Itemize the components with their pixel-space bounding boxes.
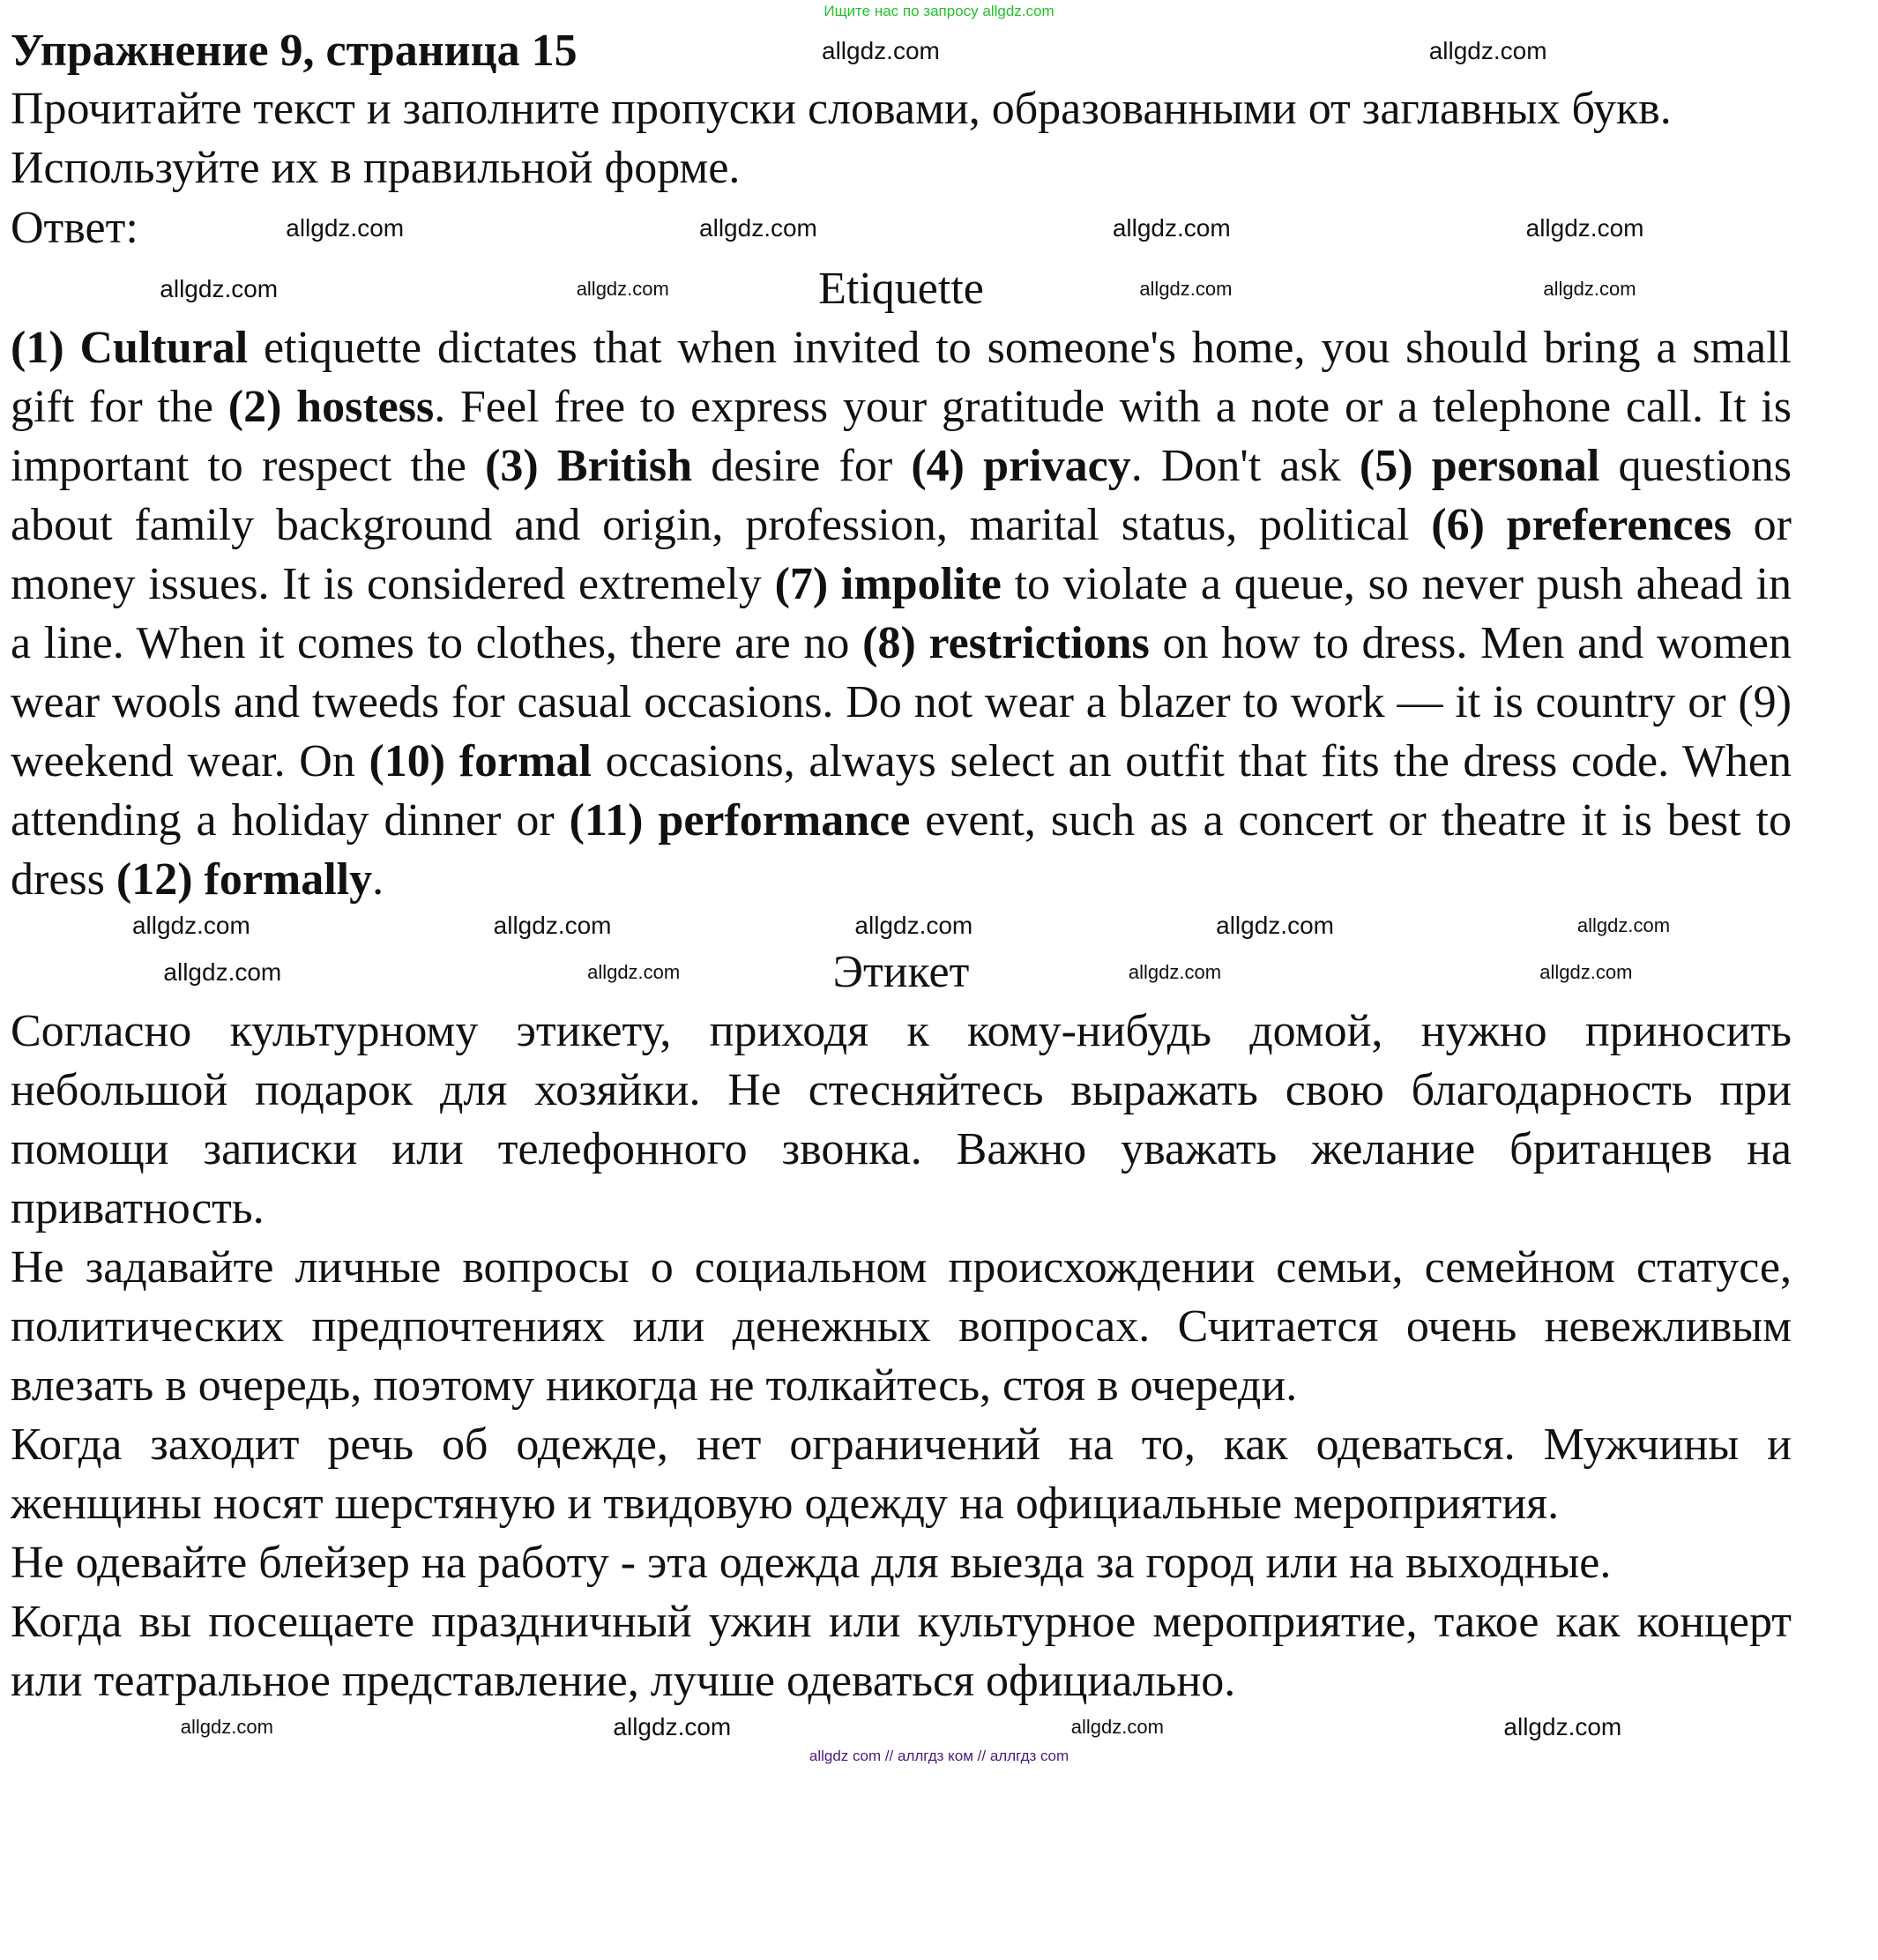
- text-segment: to violate a queue, so never push ahead in a line. When it comes to clothes, there are no: [11, 559, 1792, 668]
- watermark-group: [969, 958, 1792, 987]
- answer-row: [11, 197, 1792, 259]
- watermark: allgdz.com: [1112, 214, 1231, 242]
- footer-links[interactable]: allgdz com // аллгдз ком // аллгдз com: [809, 1748, 1069, 1764]
- answer-word: (2) hostess: [227, 382, 435, 432]
- answer-word: (6) preferences: [1431, 500, 1732, 550]
- watermark: allgdz.com: [1543, 277, 1636, 300]
- watermark: allgdz.com: [854, 912, 973, 939]
- text-segment: event, such as a concert or theatre it is best to dress: [11, 795, 1792, 905]
- russian-text: [11, 1002, 1792, 1710]
- top-banner[interactable]: Ищите нас по запросу allgdz.com: [823, 3, 1055, 19]
- watermark: allgdz.com: [587, 960, 681, 983]
- text-segment: on how to dress. Men and women wear wools and tweeds for casual occasions. Do not wear a blazer to work — it is country or (9) weekend wear. On: [11, 618, 1792, 786]
- watermark: allgdz.com: [180, 1716, 273, 1738]
- english-heading-row: [11, 259, 1792, 318]
- watermark: allgdz.com: [493, 912, 612, 939]
- watermark: allgdz.com: [163, 958, 282, 986]
- watermark: allgdz.com: [286, 214, 405, 242]
- text-segment: questions about family background and origin, profession, marital status, political: [11, 441, 1792, 550]
- watermark: allgdz.com: [1525, 214, 1644, 242]
- answer-word: (11) performance: [569, 795, 911, 846]
- watermark-group: [11, 958, 833, 987]
- answer-word: (7) impolite: [774, 559, 1002, 609]
- text-segment: occasions, always select an outfit that fits the dress code. When attending a holiday dinner or: [11, 736, 1792, 846]
- watermark-group: [11, 274, 818, 304]
- text-segment: . Feel free to express your gratitude with a note or a telephone call. It is important to respect the: [11, 382, 1792, 491]
- watermark-group: [138, 213, 1792, 243]
- russian-paragraph: Не одевайте блейзер на работу - эта одежда для выезда за город или на выходные.: [11, 1538, 1612, 1588]
- english-text: [11, 318, 1792, 909]
- text-segment: or money issues. It is considered extremely: [11, 500, 1792, 609]
- watermark-group: [984, 274, 1792, 304]
- russian-paragraph: Согласно культурному этикету, приходя к кому-нибудь домой, нужно приносить небольшой подарок для хозяйки. Не стесняйтесь выражать свою благодарность при помощи записки или телефонного звонка. Важно уважать желание британцев на приватность.: [11, 1006, 1792, 1233]
- text-segment: .: [372, 854, 384, 905]
- watermark-group: [11, 909, 1792, 943]
- exercise-instruction: Прочитайте текст и заполните пропуски словами, образованными от заглавных букв. Используйте их в правильной форме.: [11, 84, 1672, 193]
- page: [11, 0, 1792, 1769]
- watermark: allgdz.com: [1539, 960, 1633, 983]
- answer-word: (10) formal: [369, 736, 592, 786]
- russian-heading-row: [11, 943, 1792, 1002]
- watermark: allgdz.com: [1503, 1713, 1622, 1740]
- watermark: allgdz.com: [699, 214, 817, 242]
- text-segment: . Don't ask: [1130, 441, 1360, 491]
- watermark-group: [11, 1710, 1792, 1744]
- title-row: [11, 23, 1792, 79]
- watermark: allgdz.com: [1576, 914, 1671, 936]
- watermark: allgdz.com: [1428, 37, 1547, 64]
- watermark: allgdz.com: [822, 37, 940, 64]
- answer-word: (12) formally: [116, 854, 373, 905]
- answer-word: (3) British: [485, 441, 693, 491]
- watermark: allgdz.com: [613, 1713, 732, 1740]
- answer-word: (8) restrictions: [862, 618, 1150, 668]
- answer-word: (5) personal: [1359, 441, 1600, 491]
- watermark: allgdz.com: [1128, 960, 1222, 983]
- watermark-group: [578, 36, 1792, 66]
- watermark: allgdz.com: [576, 277, 669, 300]
- answer-word: (1) Cultural: [11, 323, 249, 373]
- text-segment: desire for: [692, 441, 912, 491]
- russian-heading: Этикет: [832, 947, 970, 997]
- watermark: allgdz.com: [1139, 277, 1233, 300]
- watermark: allgdz.com: [160, 274, 279, 302]
- russian-paragraph: Не задавайте личные вопросы о социальном происхождении семьи, семейном статусе, политических предпочтениях или денежных вопросах. Считается очень невежливым влезать в очередь, поэтому никогда не толкайтесь, стоя в очереди.: [11, 1242, 1792, 1411]
- answer-label: Ответ:: [11, 203, 138, 253]
- watermark: allgdz.com: [1070, 1716, 1164, 1738]
- watermark: allgdz.com: [1216, 912, 1334, 939]
- page-title: Упражнение 9, страница 15: [11, 26, 578, 76]
- russian-paragraph: Когда заходит речь об одежде, нет ограничений на то, как одеваться. Мужчины и женщины носят шерстяную и твидовую одежду на официальные мероприятия.: [11, 1420, 1792, 1529]
- text-segment: etiquette dictates that when invited to someone's home, you should bring a small gift for the: [11, 323, 1792, 432]
- watermark: allgdz.com: [131, 912, 250, 939]
- answer-word: (4) privacy: [911, 441, 1131, 491]
- english-heading: Etiquette: [818, 264, 984, 314]
- russian-paragraph: Когда вы посещаете праздничный ужин или культурное мероприятие, такое как концерт или театральное представление, лучше одеваться официально.: [11, 1597, 1792, 1706]
